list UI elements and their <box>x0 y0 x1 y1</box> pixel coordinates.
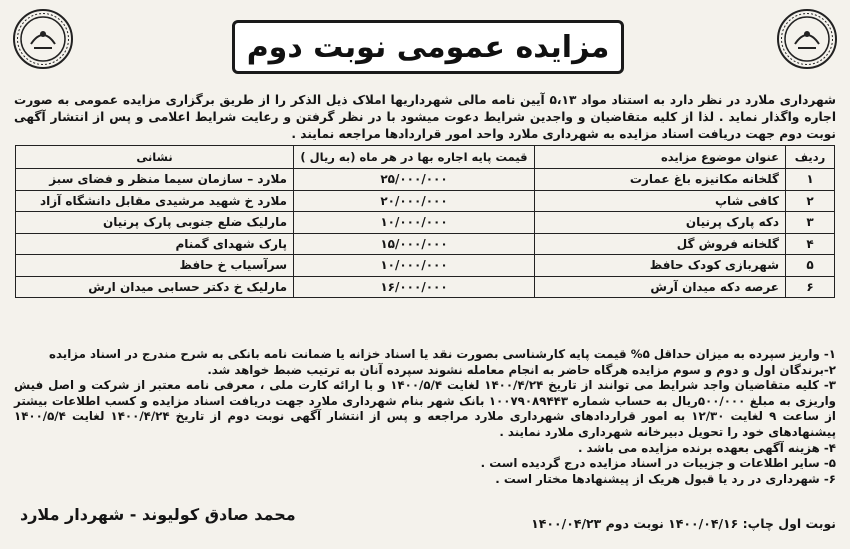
row-number: ۱ <box>786 169 835 191</box>
table-row <box>16 169 835 191</box>
municipality-emblem-right <box>776 8 838 70</box>
row-title: گلخانه مکانیزه باغ عمارت <box>535 169 786 191</box>
row-title: کافی شاپ <box>535 190 786 212</box>
row-address: ملارد خ شهید مرشیدی مقابل دانشگاه آزاد <box>16 190 294 212</box>
table-header-row <box>16 146 835 169</box>
header-title: عنوان موضوع مزایده <box>535 146 786 169</box>
row-title: گلخانه فروش گل <box>535 233 786 255</box>
row-address: ملارد – سازمان سیما منظر و فضای سبز <box>16 169 294 191</box>
row-number: ۲ <box>786 190 835 212</box>
page-title: مزایده عمومی نوبت دوم <box>246 29 610 65</box>
auction-items-table <box>15 145 835 298</box>
table-row <box>16 276 835 298</box>
row-price: ۱۰/۰۰۰/۰۰۰ <box>294 255 535 277</box>
table-row <box>16 233 835 255</box>
row-price: ۱۶/۰۰۰/۰۰۰ <box>294 276 535 298</box>
row-price: ۲۵/۰۰۰/۰۰۰ <box>294 169 535 191</box>
row-number: ۵ <box>786 255 835 277</box>
row-title: دکه پارک پرنیان <box>535 212 786 234</box>
row-number: ۳ <box>786 212 835 234</box>
term-item: ۳- کلیه متقاضیان واجد شرایط می توانند از تاریخ ۱۴۰۰/۴/۲۴ لغایت ۱۴۰۰/۵/۴ و با ارائه کارت ملی ، معرفی نامه معتبر از شرکت و اصل فیش واریزی به مبلغ ۵۰۰/۰۰۰ریال به حساب شماره ۱۰۰۷۹۰۸۹۴۴۳ بانک شهر بنام شهرداری ملارد جهت دریافت اسناد مزایده و کسب اطلاعات بیشتر از ساعت ۹ لغایت ۱۲/۳۰ به امور قراردادهای شهرداری ملارد مراجعه و پس از انتشار آگهی نوبت دوم از تاریخ ۱۴۰۰/۴/۲۴ لغایت ۱۴۰۰/۵/۴ پیشنهادهای خود را تحویل دبیرخانه شهرداری ملارد نمایند . <box>14 378 836 439</box>
row-title: عرصه دکه میدان آرش <box>535 276 786 298</box>
row-price: ۱۰/۰۰۰/۰۰۰ <box>294 212 535 234</box>
row-address: سرآسیاب خ حافظ <box>16 255 294 277</box>
table-row <box>16 190 835 212</box>
header-price: قیمت پایه اجاره بها در هر ماه (به ریال ) <box>294 146 535 169</box>
term-item: ۶- شهرداری در رد یا قبول هریک از پیشنهادها مختار است . <box>495 471 836 486</box>
municipality-emblem-left <box>12 8 74 70</box>
header-address: نشانی <box>16 146 294 169</box>
row-number: ۶ <box>786 276 835 298</box>
intro-paragraph: شهرداری ملارد در نظر دارد به استناد مواد ۵،۱۳ آیین نامه مالی شهرداریها املاک ذیل الذکر را از طریق برگزاری مزایده عمومی به صورت اجاره واگذار نماید . لذا از کلیه متقاضیان و واجدین شرایط دعوت میشود با در نظر گرفتن و رعایت شرایط اعلامی و پس از انتشار آگهی نوبت دوم جهت دریافت اسناد مزایده به شهرداری ملارد واحد امور قراردادها مراجعه نمایند . <box>14 93 837 141</box>
row-price: ۱۵/۰۰۰/۰۰۰ <box>294 233 535 255</box>
term-item: ۵- سایر اطلاعات و جزییات در اسناد مزایده درج گردیده است . <box>480 456 836 471</box>
title-box <box>232 20 624 74</box>
term-item: ۲-برندگان اول و دوم و سوم مزایده هرگاه حاضر به انجام معامله نشوند سپرده آنان به ترتیب ضبط خواهد شد. <box>207 362 836 377</box>
row-address: مارلیک ضلع جنوبی پارک پرنیان <box>16 212 294 234</box>
mayor-signature: محمد صادق کولیوند - شهردار ملارد <box>20 505 296 524</box>
terms-list <box>14 347 836 487</box>
row-address: مارلیک خ دکتر حسابی میدان ارش <box>16 276 294 298</box>
row-title: شهربازی کودک حافظ <box>535 255 786 277</box>
row-number: ۴ <box>786 233 835 255</box>
term-item: ۴- هزینه آگهی بعهده برنده مزایده می باشد . <box>577 440 836 455</box>
publication-dates: نوبت اول چاپ: ۱۴۰۰/۰۴/۱۶ نوبت دوم ۱۴۰۰/۰۴/۲۳ <box>531 516 836 531</box>
row-price: ۲۰/۰۰۰/۰۰۰ <box>294 190 535 212</box>
row-address: پارک شهدای گمنام <box>16 233 294 255</box>
term-item: ۱- واریز سپرده به میزان حداقل ۵% قیمت پایه کارشناسی بصورت نقد یا اسناد خزانه یا ضمانت نامه بانکی به شرح مندرج در اسناد مزایده <box>49 347 836 361</box>
header-row-number: ردیف <box>786 146 835 169</box>
table-row <box>16 255 835 277</box>
table-row <box>16 212 835 234</box>
